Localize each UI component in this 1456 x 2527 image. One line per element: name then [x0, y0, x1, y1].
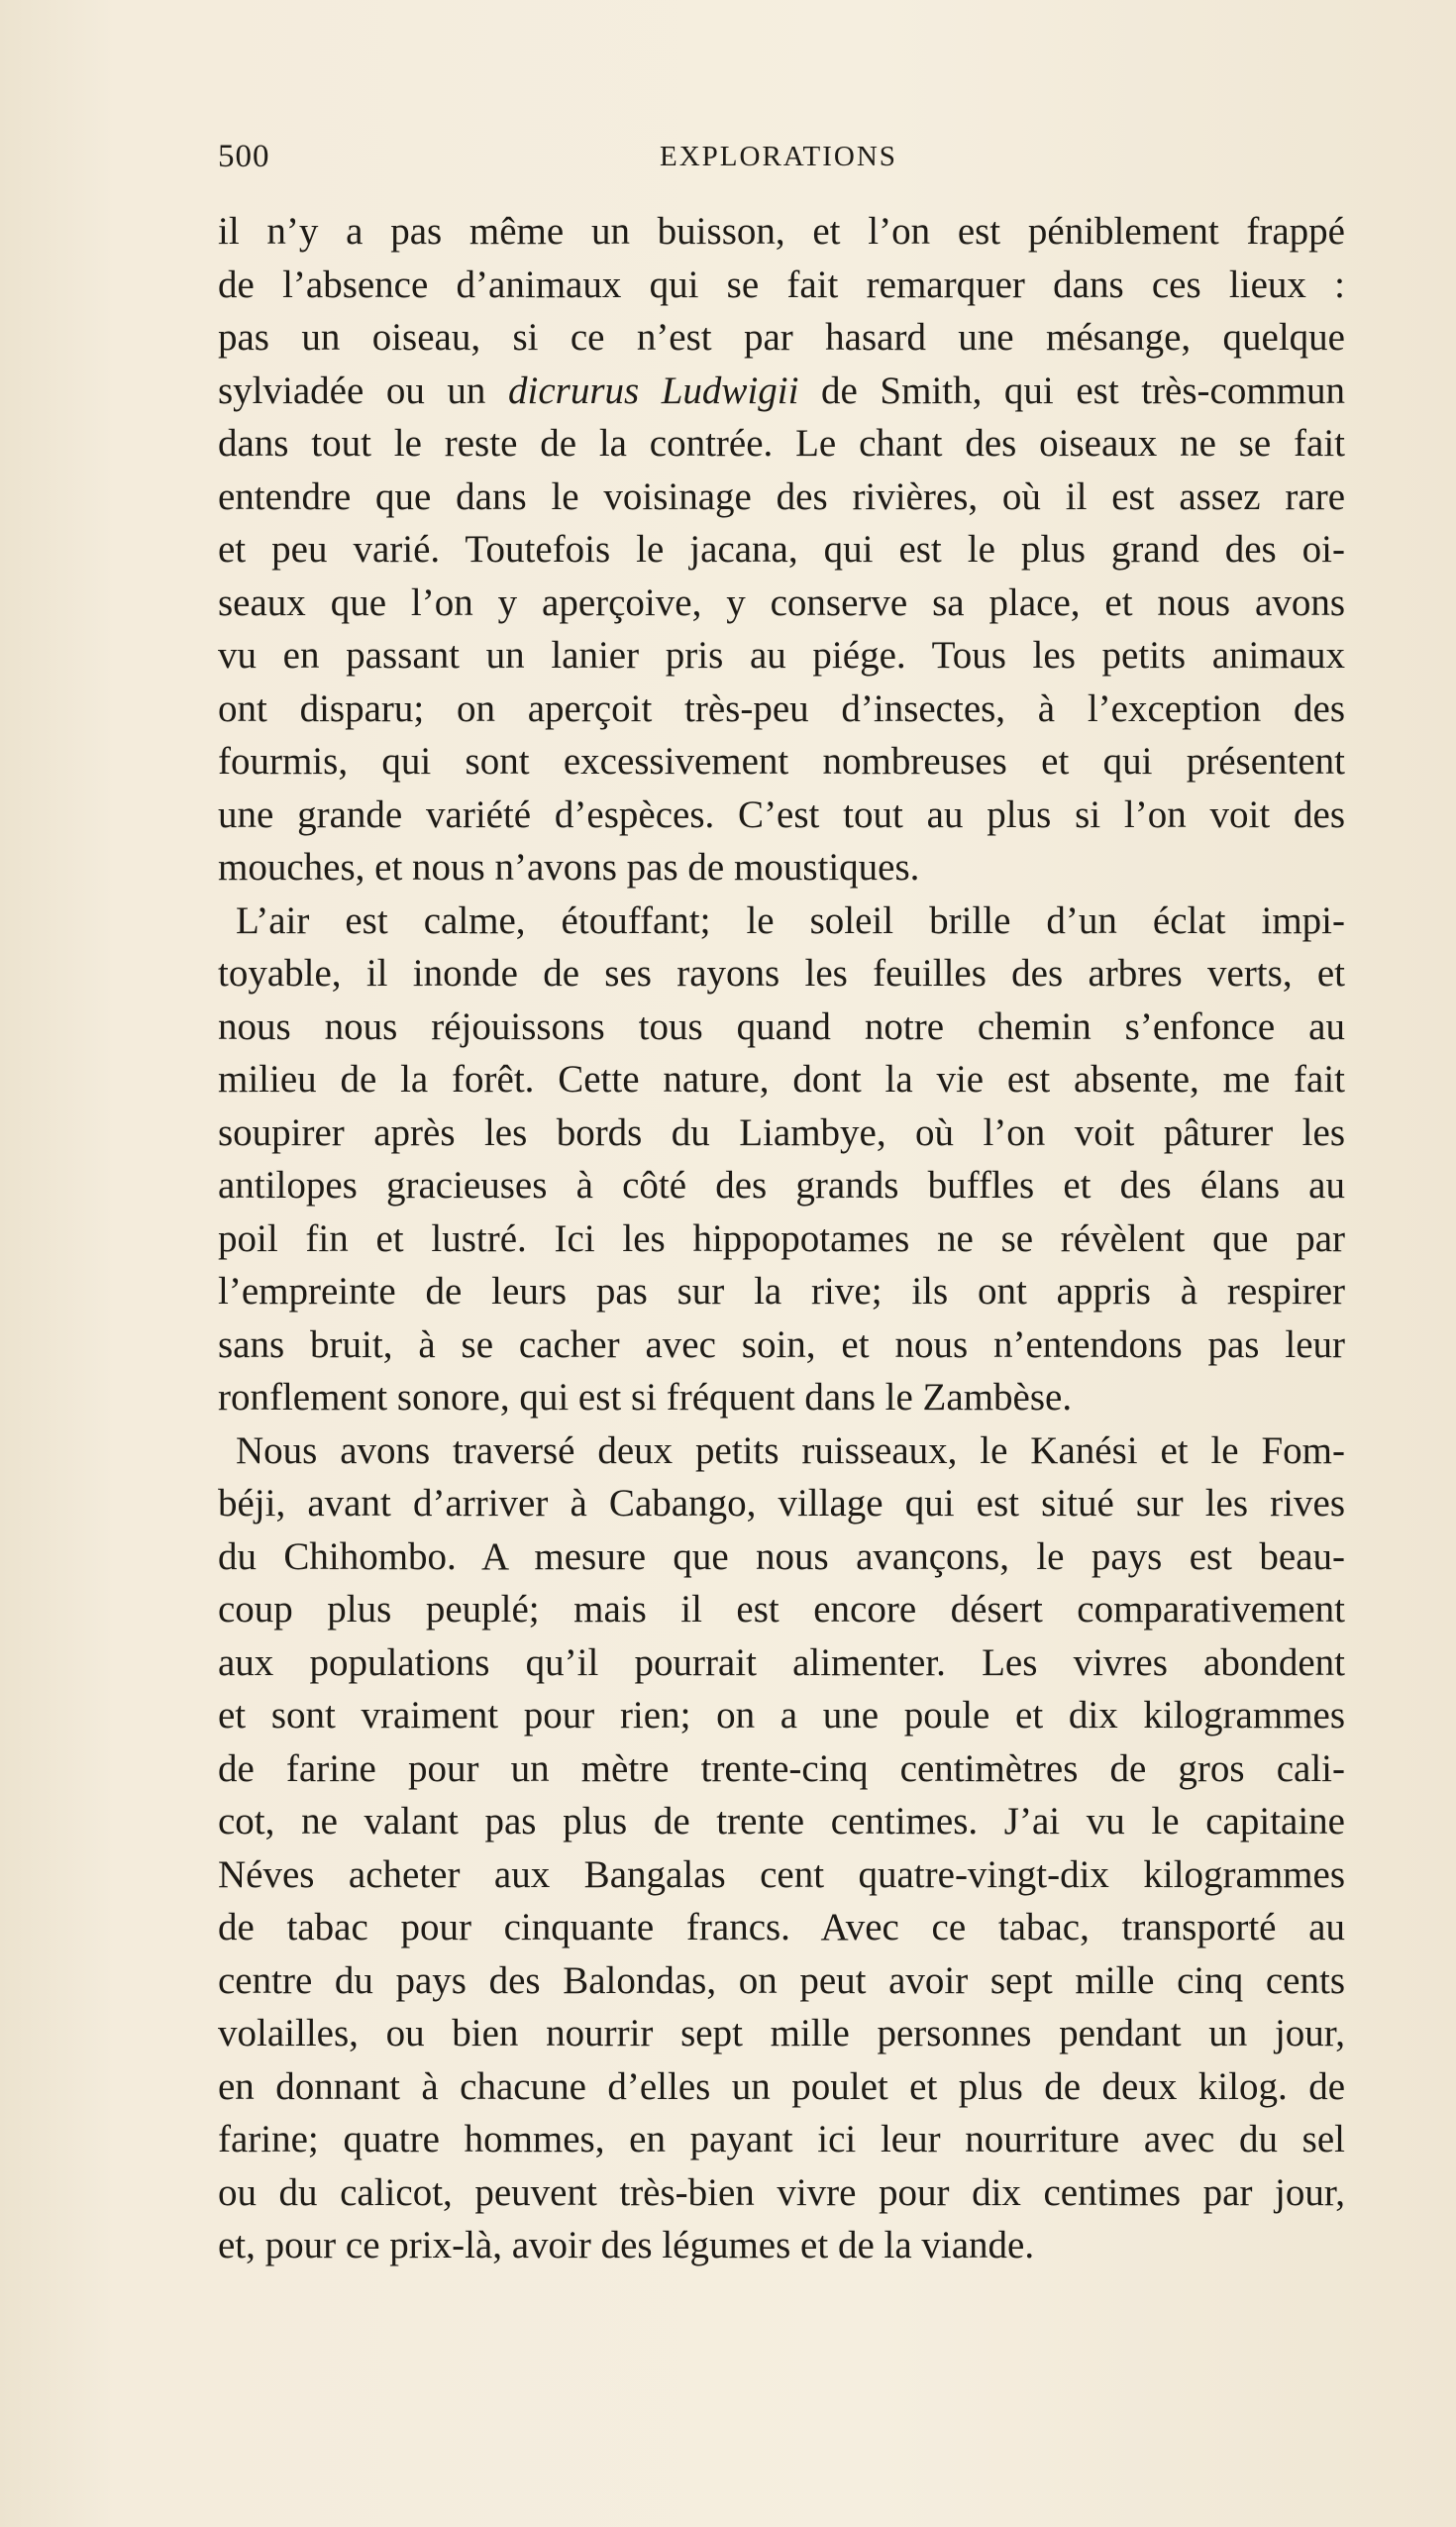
text-line: soupirer après les bords du Liambye, où l’on voit pâturer les — [218, 1110, 1345, 1154]
paragraph — [218, 1424, 1345, 2272]
text-line: Nous avons traversé deux petits ruisseaux, le Kanési et le Fom- — [236, 1428, 1345, 1472]
text-line: en donnant à chacune d’elles un poulet et plus de deux kilog. de — [218, 2064, 1345, 2108]
text-line: centre du pays des Balondas, on peut avoir sept mille cinq cents — [218, 1958, 1345, 2002]
text-line: vu en passant un lanier pris au piége. Tous les petits animaux — [218, 634, 1345, 677]
text-line: milieu de la forêt. Cette nature, dont la vie est absente, me fait — [218, 1058, 1345, 1101]
text-line: mouches, et nous n’avons pas de moustiques. — [218, 846, 920, 889]
body-text — [218, 205, 1345, 2272]
text-line: farine; quatre hommes, en payant ici leur nourriture avec du sel — [218, 2118, 1345, 2160]
text-line: coup plus peuplé; mais il est encore désert comparativement — [218, 1588, 1345, 1631]
text-line: et peu varié. Toutefois le jacana, qui est le plus grand des oi- — [218, 528, 1345, 571]
text-line: seaux que l’on y aperçoive, y conserve sa place, et nous avons — [218, 580, 1345, 624]
text-line: L’air est calme, étouffant; le soleil brille d’un éclat impi- — [236, 898, 1345, 942]
running-head: EXPLORATIONS — [660, 141, 897, 172]
paragraph — [218, 895, 1345, 1424]
text-run: de Smith, qui est très-commun — [798, 369, 1346, 412]
text-line: de l’absence d’animaux qui se fait remarquer dans ces lieux : — [218, 263, 1345, 306]
text-line: il n’y a pas même un buisson, et l’on est péniblement frappé — [218, 210, 1345, 253]
text-line: ronflement sonore, qui est si fréquent dans le Zambèse. — [218, 1376, 1073, 1419]
text-line — [218, 365, 1345, 418]
text-line: volailles, ou bien nourrir sept mille personnes pendant un jour, — [218, 2012, 1345, 2054]
text-line: de farine pour un mètre trente-cinq centimètres de gros cali- — [218, 1746, 1345, 1790]
text-line: fourmis, qui sont excessivement nombreuses et qui présentent — [218, 740, 1345, 783]
page-number: 500 — [218, 139, 270, 174]
text-line: entendre que dans le voisinage des rivières, où il est assez rare — [218, 474, 1345, 518]
text-line: toyable, il inonde de ses rayons les feuilles des arbres verts, et — [218, 952, 1345, 995]
text-line: poil fin et lustré. Ici les hippopotames ne se révèlent que par — [218, 1216, 1345, 1260]
text-line: et, pour ce prix-là, avoir des légumes et de la viande. — [218, 2224, 1035, 2266]
text-line: de tabac pour cinquante francs. Avec ce tabac, transporté au — [218, 1906, 1345, 1948]
text-line: nous nous réjouissons tous quand notre chemin s’enfonce au — [218, 1004, 1345, 1048]
text-line: pas un oiseau, si ce n’est par hasard une mésange, quelque — [218, 316, 1345, 359]
text-line: sans bruit, à se cacher avec soin, et nous n’entendons pas leur — [218, 1322, 1345, 1366]
text-line: béji, avant d’arriver à Cabango, village qui est situé sur les rives — [218, 1482, 1345, 1525]
text-line: dans tout le reste de la contrée. Le chant des oiseaux ne se fait — [218, 422, 1345, 465]
text-line: Néves acheter aux Bangalas cent quatre-vingt-dix kilogrammes — [218, 1852, 1345, 1896]
text-line: l’empreinte de leurs pas sur la rive; ils ont appris à respirer — [218, 1270, 1345, 1313]
paragraph — [218, 205, 1345, 895]
text-line: ont disparu; on aperçoit très-peu d’insectes, à l’exception des — [218, 686, 1345, 730]
text-line: antilopes gracieuses à côté des grands buffles et des élans au — [218, 1164, 1345, 1207]
text-line: une grande variété d’espèces. C’est tout au plus si l’on voit des — [218, 792, 1345, 836]
text-line: et sont vraiment pour rien; on a une poule et dix kilogrammes — [218, 1694, 1345, 1737]
text-line: ou du calicot, peuvent très-bien vivre pour dix centimes par jour, — [218, 2170, 1345, 2214]
text-run: sylviadée ou un — [218, 369, 508, 412]
text-line: du Chihombo. A mesure que nous avançons, le pays est beau- — [218, 1534, 1345, 1578]
page-header — [218, 139, 1345, 188]
italic-species-name: dicrurus Ludwigii — [508, 369, 799, 412]
text-line: cot, ne valant pas plus de trente centimes. J’ai vu le capitaine — [218, 1800, 1345, 1843]
text-line: aux populations qu’il pourrait alimenter. Les vivres abondent — [218, 1640, 1345, 1684]
